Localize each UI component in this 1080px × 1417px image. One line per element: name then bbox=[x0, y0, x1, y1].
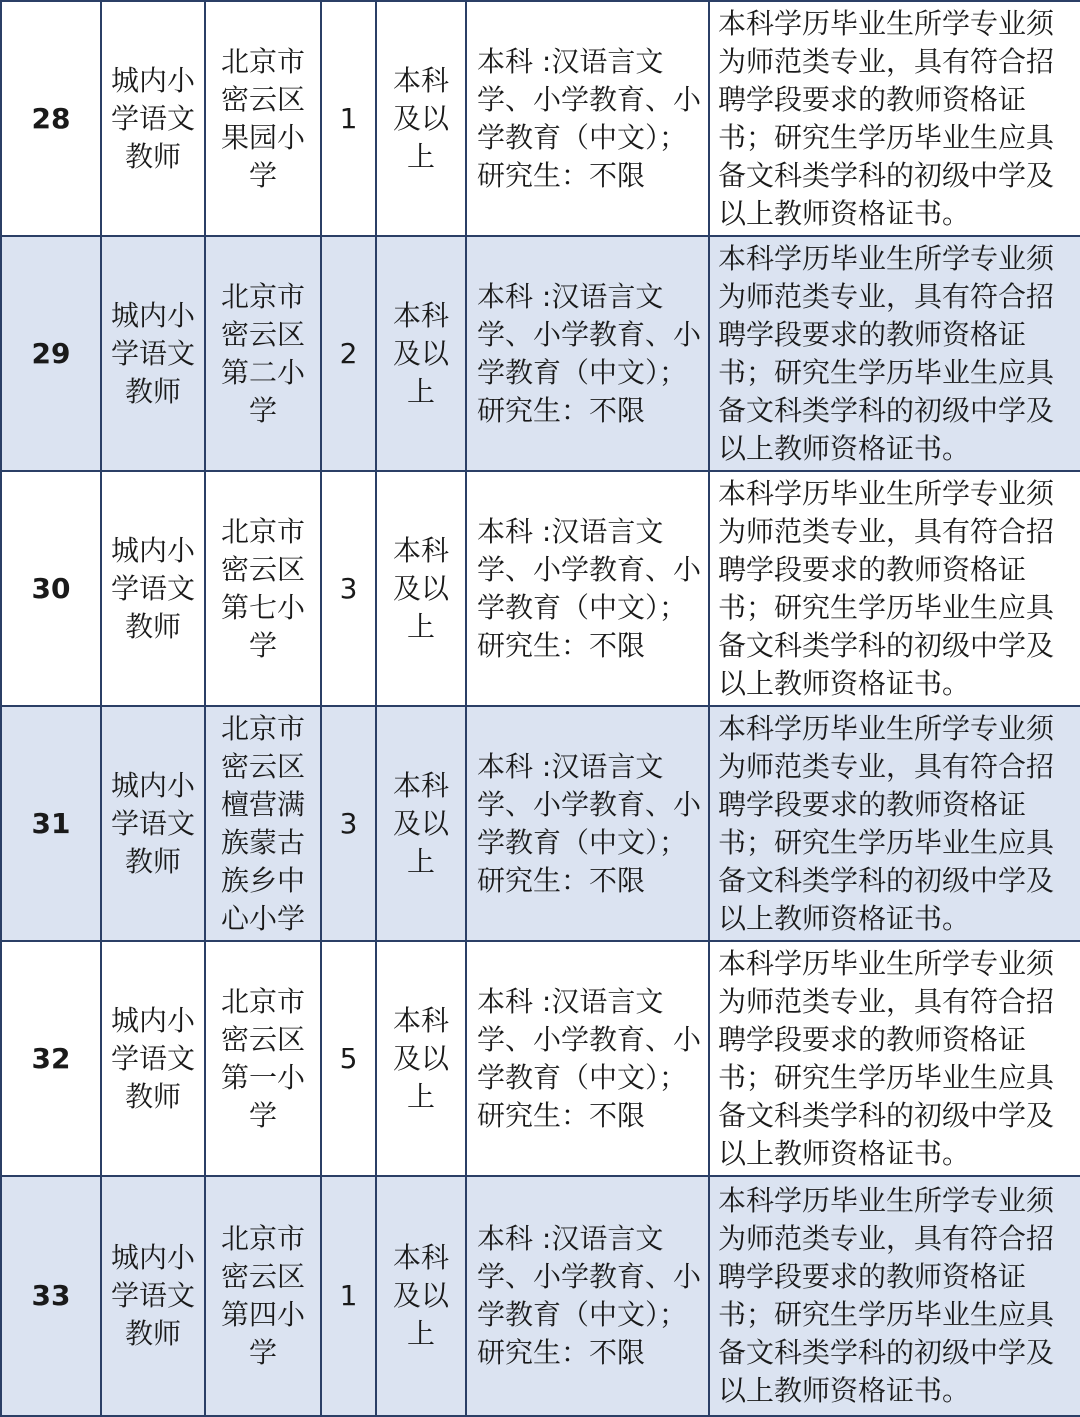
hiring-count: 1 bbox=[321, 1176, 376, 1416]
position-name: 城内小学语文教师 bbox=[101, 236, 205, 471]
row-number: 31 bbox=[1, 706, 101, 941]
row-number: 29 bbox=[1, 236, 101, 471]
education-level: 本科及以上 bbox=[376, 471, 466, 706]
row-number: 32 bbox=[1, 941, 101, 1176]
row-number: 30 bbox=[1, 471, 101, 706]
other-requirement: 本科学历毕业生所学专业须为师范类专业，具有符合招聘学段要求的教师资格证书；研究生学历毕业生应具备文科类学科的初级中学及以上教师资格证书。 bbox=[709, 471, 1080, 706]
school-name: 北京市密云区檀营满族蒙古族乡中心小学 bbox=[205, 706, 321, 941]
school-name: 北京市密云区第一小学 bbox=[205, 941, 321, 1176]
position-name: 城内小学语文教师 bbox=[101, 706, 205, 941]
row-number: 28 bbox=[1, 1, 101, 236]
major-requirement: 本科 :汉语言文学、小学教育、小学教育（中文）；研究生：不限 bbox=[466, 1, 709, 236]
major-requirement: 本科 :汉语言文学、小学教育、小学教育（中文）；研究生：不限 bbox=[466, 471, 709, 706]
school-name: 北京市密云区第四小学 bbox=[205, 1176, 321, 1416]
position-name: 城内小学语文教师 bbox=[101, 941, 205, 1176]
major-requirement: 本科 :汉语言文学、小学教育、小学教育（中文）；研究生：不限 bbox=[466, 706, 709, 941]
other-requirement: 本科学历毕业生所学专业须为师范类专业，具有符合招聘学段要求的教师资格证书；研究生学历毕业生应具备文科类学科的初级中学及以上教师资格证书。 bbox=[709, 1, 1080, 236]
table-row bbox=[1, 1176, 1080, 1416]
education-level: 本科及以上 bbox=[376, 1, 466, 236]
other-requirement: 本科学历毕业生所学专业须为师范类专业，具有符合招聘学段要求的教师资格证书；研究生学历毕业生应具备文科类学科的初级中学及以上教师资格证书。 bbox=[709, 236, 1080, 471]
school-name: 北京市密云区第二小学 bbox=[205, 236, 321, 471]
position-name: 城内小学语文教师 bbox=[101, 1176, 205, 1416]
school-name: 北京市密云区第七小学 bbox=[205, 471, 321, 706]
table-row bbox=[1, 1, 1080, 236]
position-name: 城内小学语文教师 bbox=[101, 471, 205, 706]
major-requirement: 本科 :汉语言文学、小学教育、小学教育（中文）；研究生：不限 bbox=[466, 941, 709, 1176]
education-level: 本科及以上 bbox=[376, 706, 466, 941]
hiring-count: 3 bbox=[321, 706, 376, 941]
table-row bbox=[1, 706, 1080, 941]
major-requirement: 本科 :汉语言文学、小学教育、小学教育（中文）；研究生：不限 bbox=[466, 1176, 709, 1416]
major-requirement: 本科 :汉语言文学、小学教育、小学教育（中文）；研究生：不限 bbox=[466, 236, 709, 471]
school-name: 北京市密云区果园小学 bbox=[205, 1, 321, 236]
hiring-count: 3 bbox=[321, 471, 376, 706]
hiring-count: 5 bbox=[321, 941, 376, 1176]
education-level: 本科及以上 bbox=[376, 941, 466, 1176]
other-requirement: 本科学历毕业生所学专业须为师范类专业，具有符合招聘学段要求的教师资格证书；研究生学历毕业生应具备文科类学科的初级中学及以上教师资格证书。 bbox=[709, 941, 1080, 1176]
table-row bbox=[1, 236, 1080, 471]
table-row bbox=[1, 941, 1080, 1176]
table-row bbox=[1, 471, 1080, 706]
hiring-count: 2 bbox=[321, 236, 376, 471]
other-requirement: 本科学历毕业生所学专业须为师范类专业，具有符合招聘学段要求的教师资格证书；研究生学历毕业生应具备文科类学科的初级中学及以上教师资格证书。 bbox=[709, 1176, 1080, 1416]
position-name: 城内小学语文教师 bbox=[101, 1, 205, 236]
other-requirement: 本科学历毕业生所学专业须为师范类专业，具有符合招聘学段要求的教师资格证书；研究生学历毕业生应具备文科类学科的初级中学及以上教师资格证书。 bbox=[709, 706, 1080, 941]
education-level: 本科及以上 bbox=[376, 236, 466, 471]
hiring-count: 1 bbox=[321, 1, 376, 236]
row-number: 33 bbox=[1, 1176, 101, 1416]
education-level: 本科及以上 bbox=[376, 1176, 466, 1416]
